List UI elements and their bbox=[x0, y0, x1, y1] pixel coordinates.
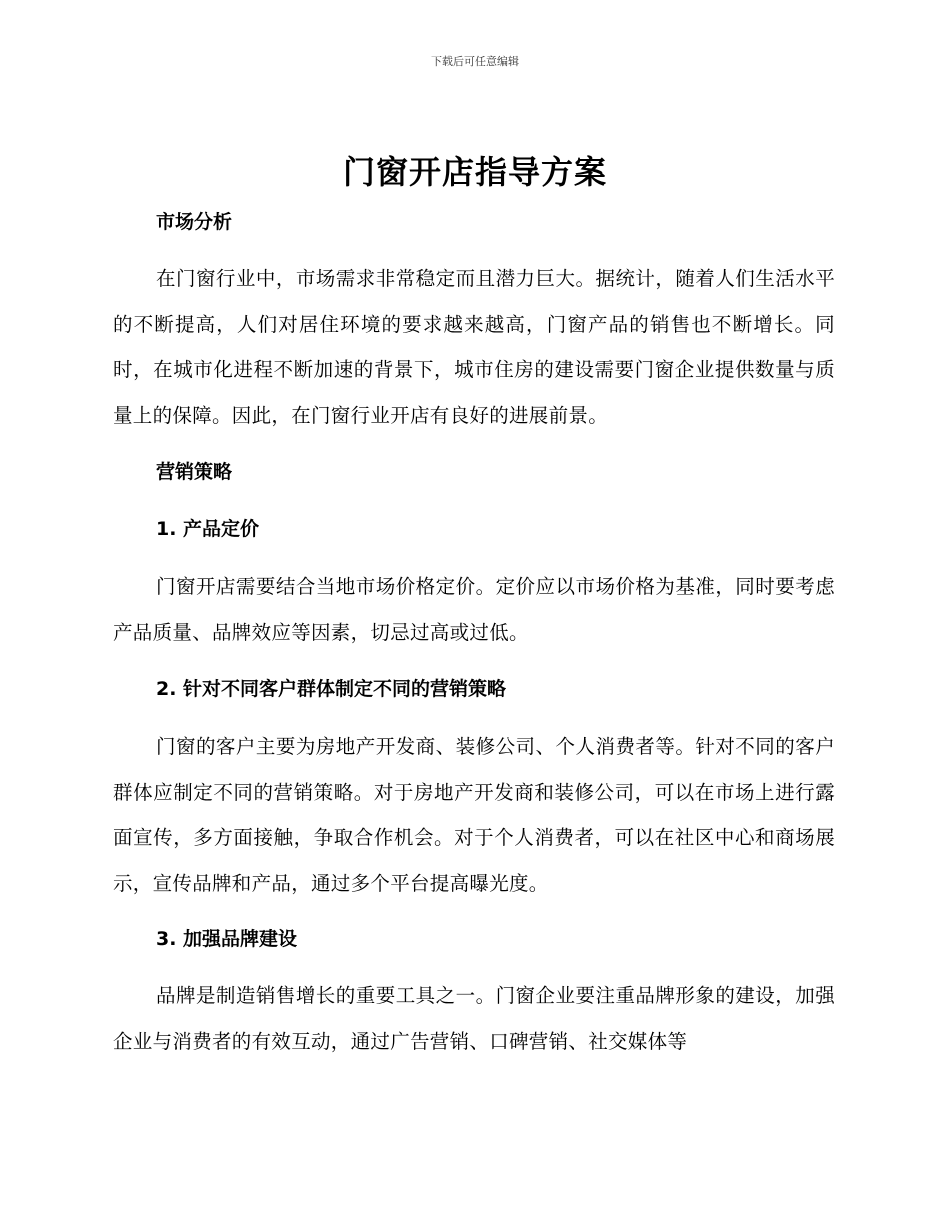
paragraph-pricing: 门窗开店需要结合当地市场价格定价。定价应以市场价格为基准，同时要考虑产品质量、品牌效应等因素，切忌过高或过低。 bbox=[113, 575, 835, 644]
section-heading-marketing-strategy: 营销策略 bbox=[156, 461, 233, 483]
section-heading-market-analysis: 市场分析 bbox=[156, 211, 233, 233]
page-header-note: 下载后可任意编辑 bbox=[431, 55, 519, 68]
section-heading-pricing: 1. 产品定价 bbox=[156, 518, 260, 540]
paragraph-brand-building: 品牌是制造销售增长的重要工具之一。门窗企业要注重品牌形象的建设，加强企业与消费者的有效互动，通过广告营销、口碑营销、社交媒体等 bbox=[113, 984, 835, 1053]
document-title: 门窗开店指导方案 bbox=[342, 153, 607, 191]
paragraph-market-analysis: 在门窗行业中，市场需求非常稳定而且潜力巨大。据统计，随着人们生活水平的不断提高，人们对居住环境的要求越来越高，门窗产品的销售也不断增长。同时，在城市化进程不断加速的背景下，城市住房的建设需要门窗企业提供数量与质量上的保障。因此，在门窗行业开店有良好的进展前景。 bbox=[113, 267, 835, 427]
section-heading-brand-building: 3. 加强品牌建设 bbox=[156, 928, 298, 950]
paragraph-customer-strategy: 门窗的客户主要为房地产开发商、装修公司、个人消费者等。针对不同的客户群体应制定不同的营销策略。对于房地产开发商和装修公司，可以在市场上进行露面宣传，多方面接触，争取合作机会。对于个人消费者，可以在社区中心和商场展示，宣传品牌和产品，通过多个平台提高曝光度。 bbox=[113, 735, 835, 895]
section-heading-customer-strategy: 2. 针对不同客户群体制定不同的营销策略 bbox=[156, 678, 507, 700]
